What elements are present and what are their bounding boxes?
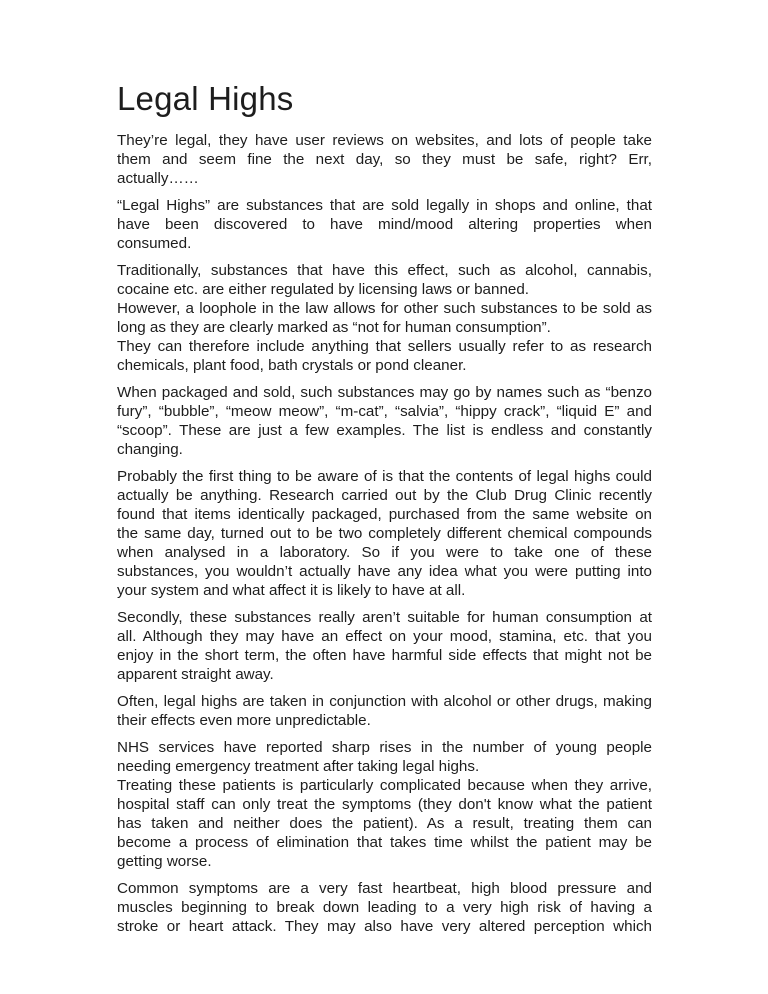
text-line: all. Although they may have an effect on your mood, stamina, etc. that you [117, 628, 652, 645]
paragraph [117, 879, 652, 936]
text-line: stroke or heart attack. They may also have very altered perception which [117, 918, 652, 935]
text-line: substances, you wouldn’t actually have any idea what you were putting into [117, 563, 652, 580]
text-line: chemicals, plant food, bath crystals or pond cleaner. [117, 357, 467, 374]
text-line: when analysed in a laboratory. So if you were to take one of these [117, 544, 652, 561]
text-line: Treating these patients is particularly complicated because when they arrive, [117, 777, 652, 794]
text-line: actually be anything. Research carried out by the Club Drug Clinic recently [117, 487, 652, 504]
text-line: have been discovered to have mind/mood altering properties when [117, 216, 652, 233]
paragraph [117, 337, 652, 375]
paragraph [117, 738, 652, 776]
text-line: long as they are clearly marked as “not for human consumption”. [117, 319, 551, 336]
text-line: has taken and neither does the patient). As a result, treating them can [117, 815, 652, 832]
text-line: getting worse. [117, 853, 212, 870]
text-line: Probably the first thing to be aware of is that the contents of legal highs could [117, 468, 652, 485]
text-line: When packaged and sold, such substances may go by names such as “benzo [117, 384, 652, 401]
text-line: their effects even more unpredictable. [117, 712, 371, 729]
document-title: Legal Highs [117, 80, 294, 117]
text-line: the same day, turned out to be two completely different chemical compounds [117, 525, 652, 542]
text-line: found that items identically packaged, purchased from the same website on [117, 506, 652, 523]
text-line: enjoy in the short term, the often have harmful side effects that might not be [117, 647, 652, 664]
document-page [117, 80, 652, 936]
text-line: They’re legal, they have user reviews on websites, and lots of people take [117, 132, 652, 149]
paragraph [117, 196, 652, 253]
text-line: needing emergency treatment after taking legal highs. [117, 758, 480, 775]
text-line: “scoop”. These are just a few examples. The list is endless and constantly [117, 422, 652, 439]
paragraph [117, 776, 652, 871]
text-line: them and seem fine the next day, so they must be safe, right? Err, [117, 151, 652, 168]
text-line: Secondly, these substances really aren’t suitable for human consumption at [117, 609, 652, 626]
text-line: changing. [117, 441, 183, 458]
paragraph [117, 608, 652, 684]
document-body [117, 131, 652, 936]
text-line: NHS services have reported sharp rises in the number of young people [117, 739, 652, 756]
text-line: “Legal Highs” are substances that are sold legally in shops and online, that [117, 197, 652, 214]
text-line: fury”, “bubble”, “meow meow”, “m-cat”, “salvia”, “hippy crack”, “liquid E” and [117, 403, 652, 420]
text-line: your system and what affect it is likely to have at all. [117, 582, 466, 599]
paragraph [117, 383, 652, 459]
text-line: muscles beginning to break down leading to a very high risk of having a [117, 899, 652, 916]
text-line: Often, legal highs are taken in conjunction with alcohol or other drugs, making [117, 693, 652, 710]
text-line: actually…… [117, 170, 199, 187]
paragraph [117, 692, 652, 730]
text-line: hospital staff can only treat the symptoms (they don't know what the patient [117, 796, 652, 813]
text-line: They can therefore include anything that sellers usually refer to as research [117, 338, 652, 355]
text-line: However, a loophole in the law allows for other such substances to be sold as [117, 300, 652, 317]
text-line: become a process of elimination that takes time whilst the patient may be [117, 834, 652, 851]
paragraph [117, 299, 652, 337]
paragraph [117, 467, 652, 600]
text-line: Common symptoms are a very fast heartbeat, high blood pressure and [117, 880, 652, 897]
text-line: Traditionally, substances that have this effect, such as alcohol, cannabis, [117, 262, 652, 279]
paragraph [117, 261, 652, 299]
text-line: cocaine etc. are either regulated by licensing laws or banned. [117, 281, 529, 298]
text-line: consumed. [117, 235, 192, 252]
paragraph [117, 131, 652, 188]
text-line: apparent straight away. [117, 666, 274, 683]
